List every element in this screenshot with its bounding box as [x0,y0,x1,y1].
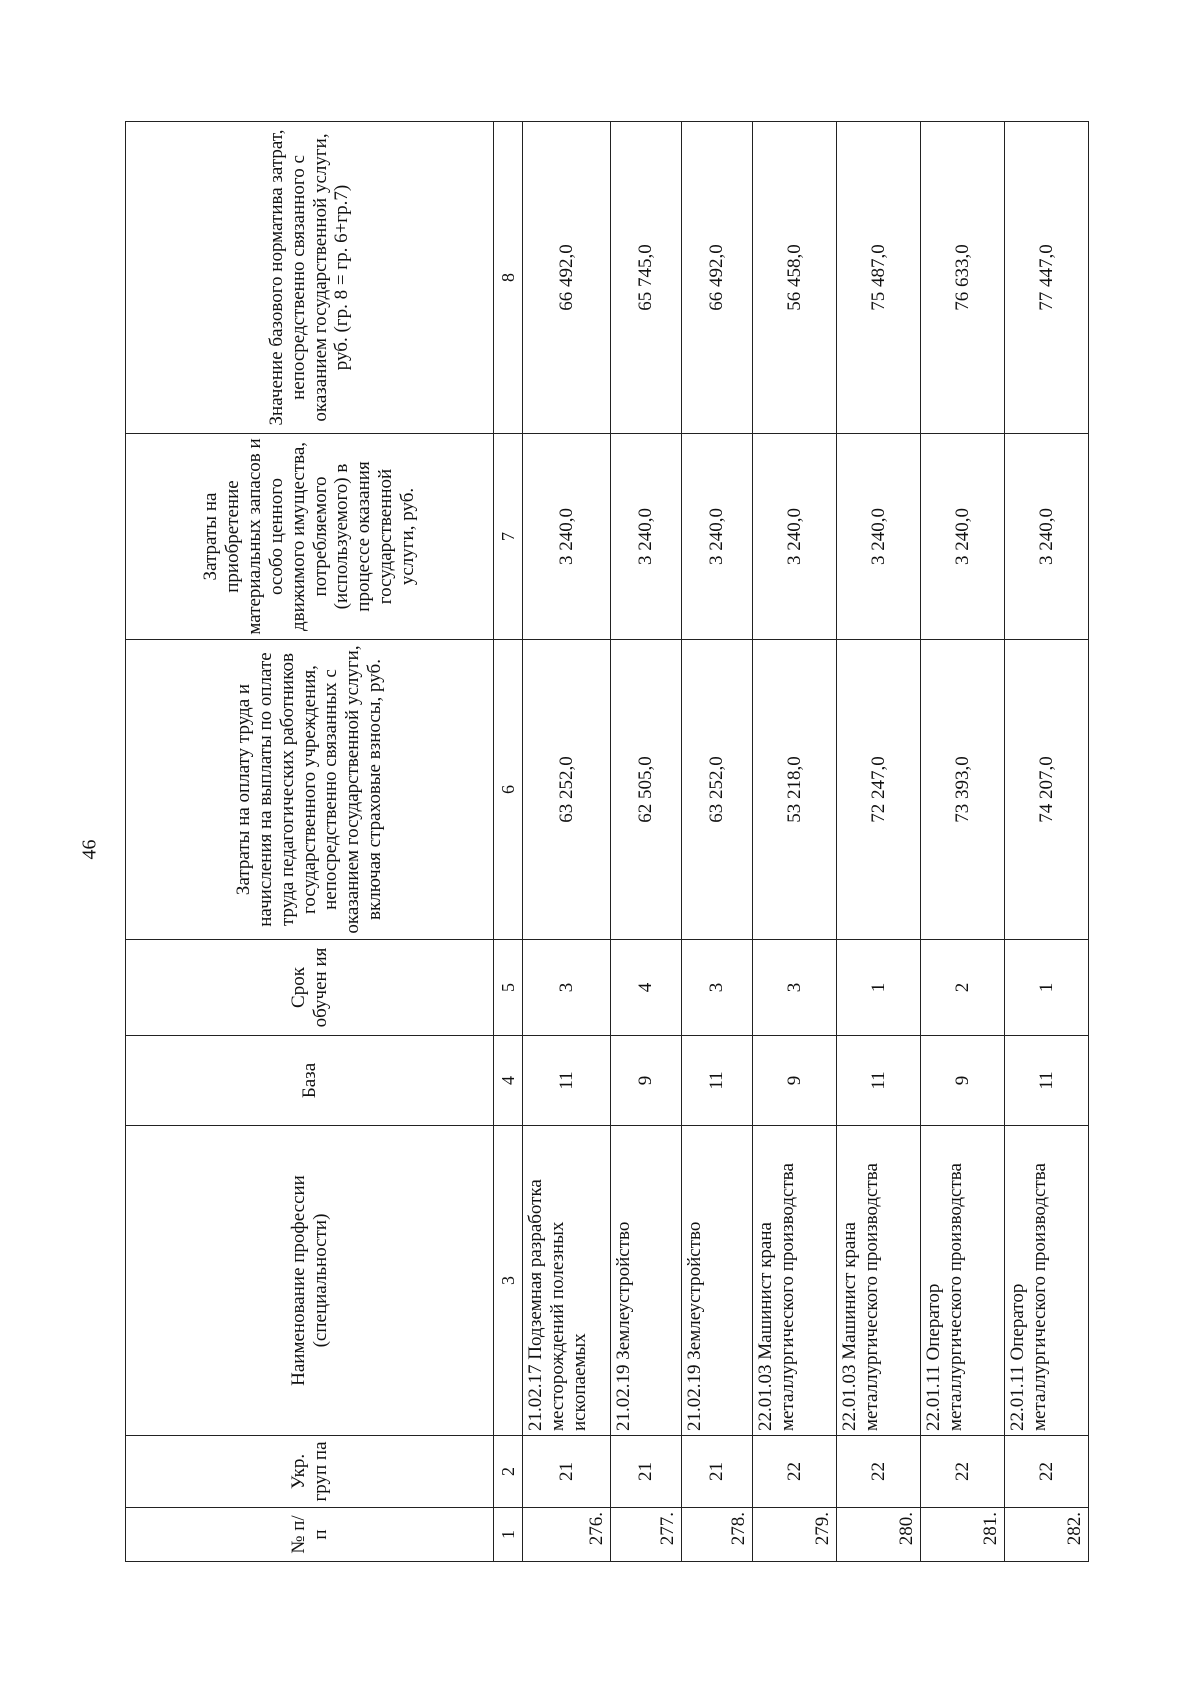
row-number: 279. [753,1508,837,1562]
base-norm-cell: 75 487,0 [837,122,921,434]
profession-cell: 22.01.03 Машинист крана металлургического производства [753,1126,837,1436]
profession-cell: 22.01.03 Машинист крана металлургического производства [837,1126,921,1436]
materials-cost-cell: 3 240,0 [921,434,1005,640]
group-cell: 22 [1005,1436,1089,1508]
index-cell: 7 [494,434,523,640]
materials-cost-cell: 3 240,0 [611,434,682,640]
group-cell: 21 [682,1436,753,1508]
base-norm-cell: 77 447,0 [1005,122,1089,434]
base-cell: 9 [753,1036,837,1126]
header-cell: Значение базового норматива затрат, непосредственно связанного с оказанием государственной услуги, руб. (гр. 8 = гр. 6+гр.7) [126,122,494,434]
labor-cost-cell: 73 393,0 [921,640,1005,940]
duration-cell: 1 [837,940,921,1036]
row-number: 282. [1005,1508,1089,1562]
table-row [682,122,753,1562]
group-cell: 21 [611,1436,682,1508]
row-number: 277. [611,1508,682,1562]
header-cell: Затраты на оплату труда и начисления на выплаты по оплате труда педагогических работников государственного учреждения, непосредственно связанных с оказанием государственной услуги, включая страховые взносы, руб. [126,640,494,940]
labor-cost-cell: 72 247,0 [837,640,921,940]
labor-cost-cell: 53 218,0 [753,640,837,940]
row-number: 280. [837,1508,921,1562]
labor-cost-cell: 63 252,0 [682,640,753,940]
materials-cost-cell: 3 240,0 [753,434,837,640]
index-cell: 6 [494,640,523,940]
table-row [753,122,837,1562]
column-index-row [494,122,523,1562]
cost-norms-table [125,121,1089,1562]
header-cell: Срок обучен ия [126,940,494,1036]
materials-cost-cell: 3 240,0 [1005,434,1089,640]
table-row [611,122,682,1562]
index-cell: 1 [494,1508,523,1562]
table-row [921,122,1005,1562]
labor-cost-cell: 74 207,0 [1005,640,1089,940]
base-norm-cell: 76 633,0 [921,122,1005,434]
duration-cell: 1 [1005,940,1089,1036]
duration-cell: 3 [753,940,837,1036]
rotated-table-container [125,122,1085,1562]
duration-cell: 3 [682,940,753,1036]
page-number: 46 [78,839,101,860]
profession-cell: 21.02.17 Подземная разработка месторождений полезных ископаемых [523,1126,611,1436]
group-cell: 22 [921,1436,1005,1508]
base-norm-cell: 66 492,0 [682,122,753,434]
materials-cost-cell: 3 240,0 [837,434,921,640]
base-norm-cell: 65 745,0 [611,122,682,434]
group-cell: 22 [837,1436,921,1508]
base-cell: 11 [523,1036,611,1126]
index-cell: 5 [494,940,523,1036]
labor-cost-cell: 62 505,0 [611,640,682,940]
materials-cost-cell: 3 240,0 [523,434,611,640]
profession-cell: 21.02.19 Землеустройство [682,1126,753,1436]
base-cell: 11 [682,1036,753,1126]
header-cell: Затраты на приобретение материальных запасов и особо ценного движимого имущества, потребляемого (используемого) в процессе оказания государственной услуги, руб. [126,434,494,640]
base-cell: 9 [921,1036,1005,1126]
base-cell: 11 [1005,1036,1089,1126]
base-cell: 11 [837,1036,921,1126]
table-row [1005,122,1089,1562]
header-cell: Наименование профессии (специальности) [126,1126,494,1436]
index-cell: 2 [494,1436,523,1508]
base-norm-cell: 66 492,0 [523,122,611,434]
table-row [837,122,921,1562]
profession-cell: 22.01.11 Оператор металлургического производства [921,1126,1005,1436]
group-cell: 22 [753,1436,837,1508]
group-cell: 21 [523,1436,611,1508]
header-cell: База [126,1036,494,1126]
duration-cell: 3 [523,940,611,1036]
index-cell: 8 [494,122,523,434]
materials-cost-cell: 3 240,0 [682,434,753,640]
index-cell: 3 [494,1126,523,1436]
index-cell: 4 [494,1036,523,1126]
row-number: 281. [921,1508,1005,1562]
base-cell: 9 [611,1036,682,1126]
labor-cost-cell: 63 252,0 [523,640,611,940]
header-cell: Укр. груп па [126,1436,494,1508]
duration-cell: 2 [921,940,1005,1036]
row-number: 276. [523,1508,611,1562]
base-norm-cell: 56 458,0 [753,122,837,434]
profession-cell: 22.01.11 Оператор металлургического производства [1005,1126,1089,1436]
table-row [523,122,611,1562]
row-number: 278. [682,1508,753,1562]
profession-cell: 21.02.19 Землеустройство [611,1126,682,1436]
header-row [126,122,494,1562]
header-cell: № п/п [126,1508,494,1562]
duration-cell: 4 [611,940,682,1036]
